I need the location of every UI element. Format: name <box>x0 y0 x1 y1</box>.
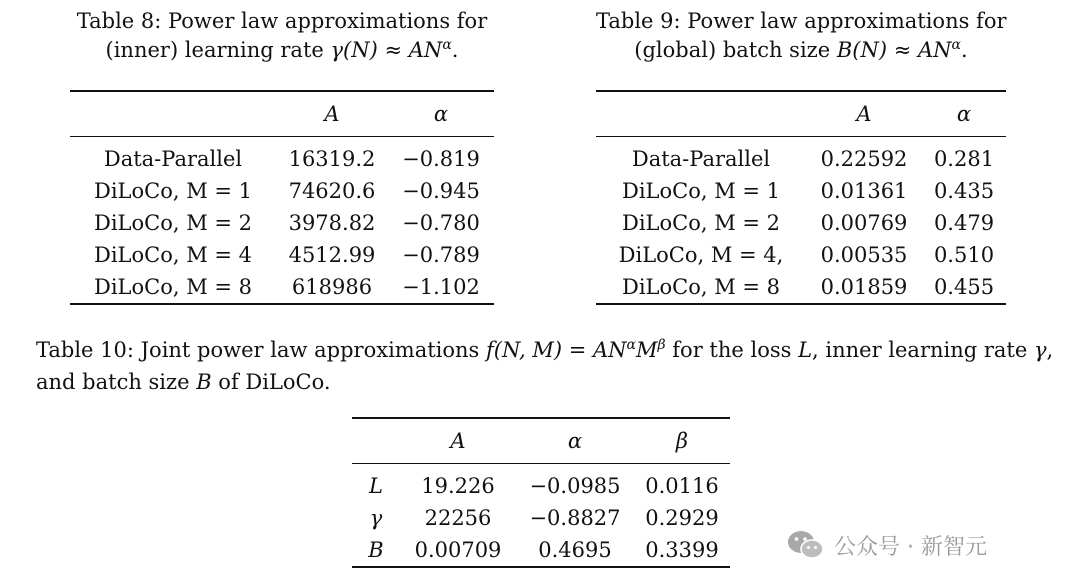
table-row <box>70 175 494 207</box>
value-a: 0.01859 <box>806 271 922 304</box>
row-label: B <box>352 534 400 567</box>
value-a: 4512.99 <box>288 243 376 267</box>
row-label: DiLoCo, M = 8 <box>70 271 276 304</box>
row-label: DiLoCo, M = 2 <box>93 211 252 235</box>
table10-caption <box>36 336 1056 397</box>
table8-caption-line1: Table 8: Power law approximations for <box>76 9 488 33</box>
value-a: 0.00535 <box>820 243 908 267</box>
table-row <box>70 137 494 176</box>
value-a: 618986 <box>276 271 388 304</box>
row-label: DiLoCo, M = 1 <box>93 179 252 203</box>
table8 <box>70 90 494 305</box>
table9-header-row <box>596 91 1006 137</box>
value-alpha: −0.819 <box>402 147 480 171</box>
table9-header-a: A <box>806 91 922 137</box>
table8-caption-line2: (inner) learning rate $\gamma(N) \approx AN^\alpha$. <box>105 37 459 62</box>
value-alpha: 0.435 <box>933 179 995 203</box>
table10-header-row <box>352 418 730 464</box>
table8-header-label <box>70 91 276 137</box>
value-alpha: −1.102 <box>388 271 494 304</box>
value-alpha: −0.945 <box>402 179 480 203</box>
table-row <box>596 271 1006 304</box>
row-label: DiLoCo, M = 4 <box>93 243 252 267</box>
table-row <box>596 175 1006 207</box>
row-label: γ <box>369 506 383 530</box>
table-row <box>352 464 730 503</box>
watermark <box>786 527 987 563</box>
value-a: 3978.82 <box>288 211 376 235</box>
value-alpha: −0.0985 <box>529 474 621 498</box>
table10-caption-line1: Table 10: Joint power law approximations f(N, $M) = AN^\alpha M^\beta$ for the loss L, inner learning rate γ, <box>36 337 1054 362</box>
value-alpha: 0.510 <box>933 243 995 267</box>
table10-caption-line2: and batch size B of DiLoCo. <box>36 370 331 394</box>
value-alpha: 0.4695 <box>516 534 634 567</box>
value-alpha: 0.455 <box>922 271 1006 304</box>
value-a: 0.00709 <box>400 534 516 567</box>
row-label: DiLoCo, M = 2 <box>621 211 780 235</box>
table-row <box>70 239 494 271</box>
table9-header-alpha: α <box>922 91 1006 137</box>
value-alpha: −0.780 <box>402 211 480 235</box>
value-alpha: 0.281 <box>933 147 995 171</box>
table9-header-label <box>596 91 806 137</box>
row-label: L <box>369 474 383 498</box>
table-row <box>596 207 1006 239</box>
row-label: DiLoCo, M = 4, <box>618 243 784 267</box>
table-row <box>70 207 494 239</box>
value-a: 22256 <box>424 506 492 530</box>
value-alpha: −0.8827 <box>529 506 621 530</box>
value-beta: 0.2929 <box>645 506 719 530</box>
table8-caption <box>70 7 494 68</box>
value-a: 19.226 <box>421 474 495 498</box>
value-a: 0.00769 <box>820 211 908 235</box>
value-beta: 0.0116 <box>645 474 719 498</box>
table10 <box>352 417 730 568</box>
table10-header-a: A <box>400 418 516 464</box>
table-row <box>596 239 1006 271</box>
value-a: 74620.6 <box>288 179 376 203</box>
wechat-icon <box>786 528 826 562</box>
value-a: 0.22592 <box>820 147 908 171</box>
table9 <box>596 90 1006 305</box>
table10-header-beta: β <box>634 418 730 464</box>
row-label: Data-Parallel <box>103 147 243 171</box>
table-row <box>70 271 494 304</box>
value-a: 0.01361 <box>820 179 908 203</box>
table-row <box>352 502 730 534</box>
table-row <box>596 137 1006 176</box>
value-beta: 0.3399 <box>634 534 730 567</box>
table9-caption-line2: (global) batch size $B(N) \approx AN^\alpha$. <box>634 37 968 62</box>
value-a: 16319.2 <box>288 147 376 171</box>
table8-header-a: A <box>276 91 388 137</box>
row-label: Data-Parallel <box>631 147 771 171</box>
watermark-text: 公众号 · 新智元 <box>834 534 987 560</box>
table9-caption-line1: Table 9: Power law approximations for <box>596 9 1007 33</box>
row-label: DiLoCo, M = 1 <box>621 179 780 203</box>
table10-header-alpha: α <box>516 418 634 464</box>
table-row <box>352 534 730 567</box>
row-label: DiLoCo, M = 8 <box>596 271 806 304</box>
table9-caption <box>596 7 1006 68</box>
table10-header-label <box>352 418 400 464</box>
value-alpha: 0.479 <box>933 211 995 235</box>
table8-header-row <box>70 91 494 137</box>
value-alpha: −0.789 <box>402 243 480 267</box>
table8-header-alpha: α <box>388 91 494 137</box>
